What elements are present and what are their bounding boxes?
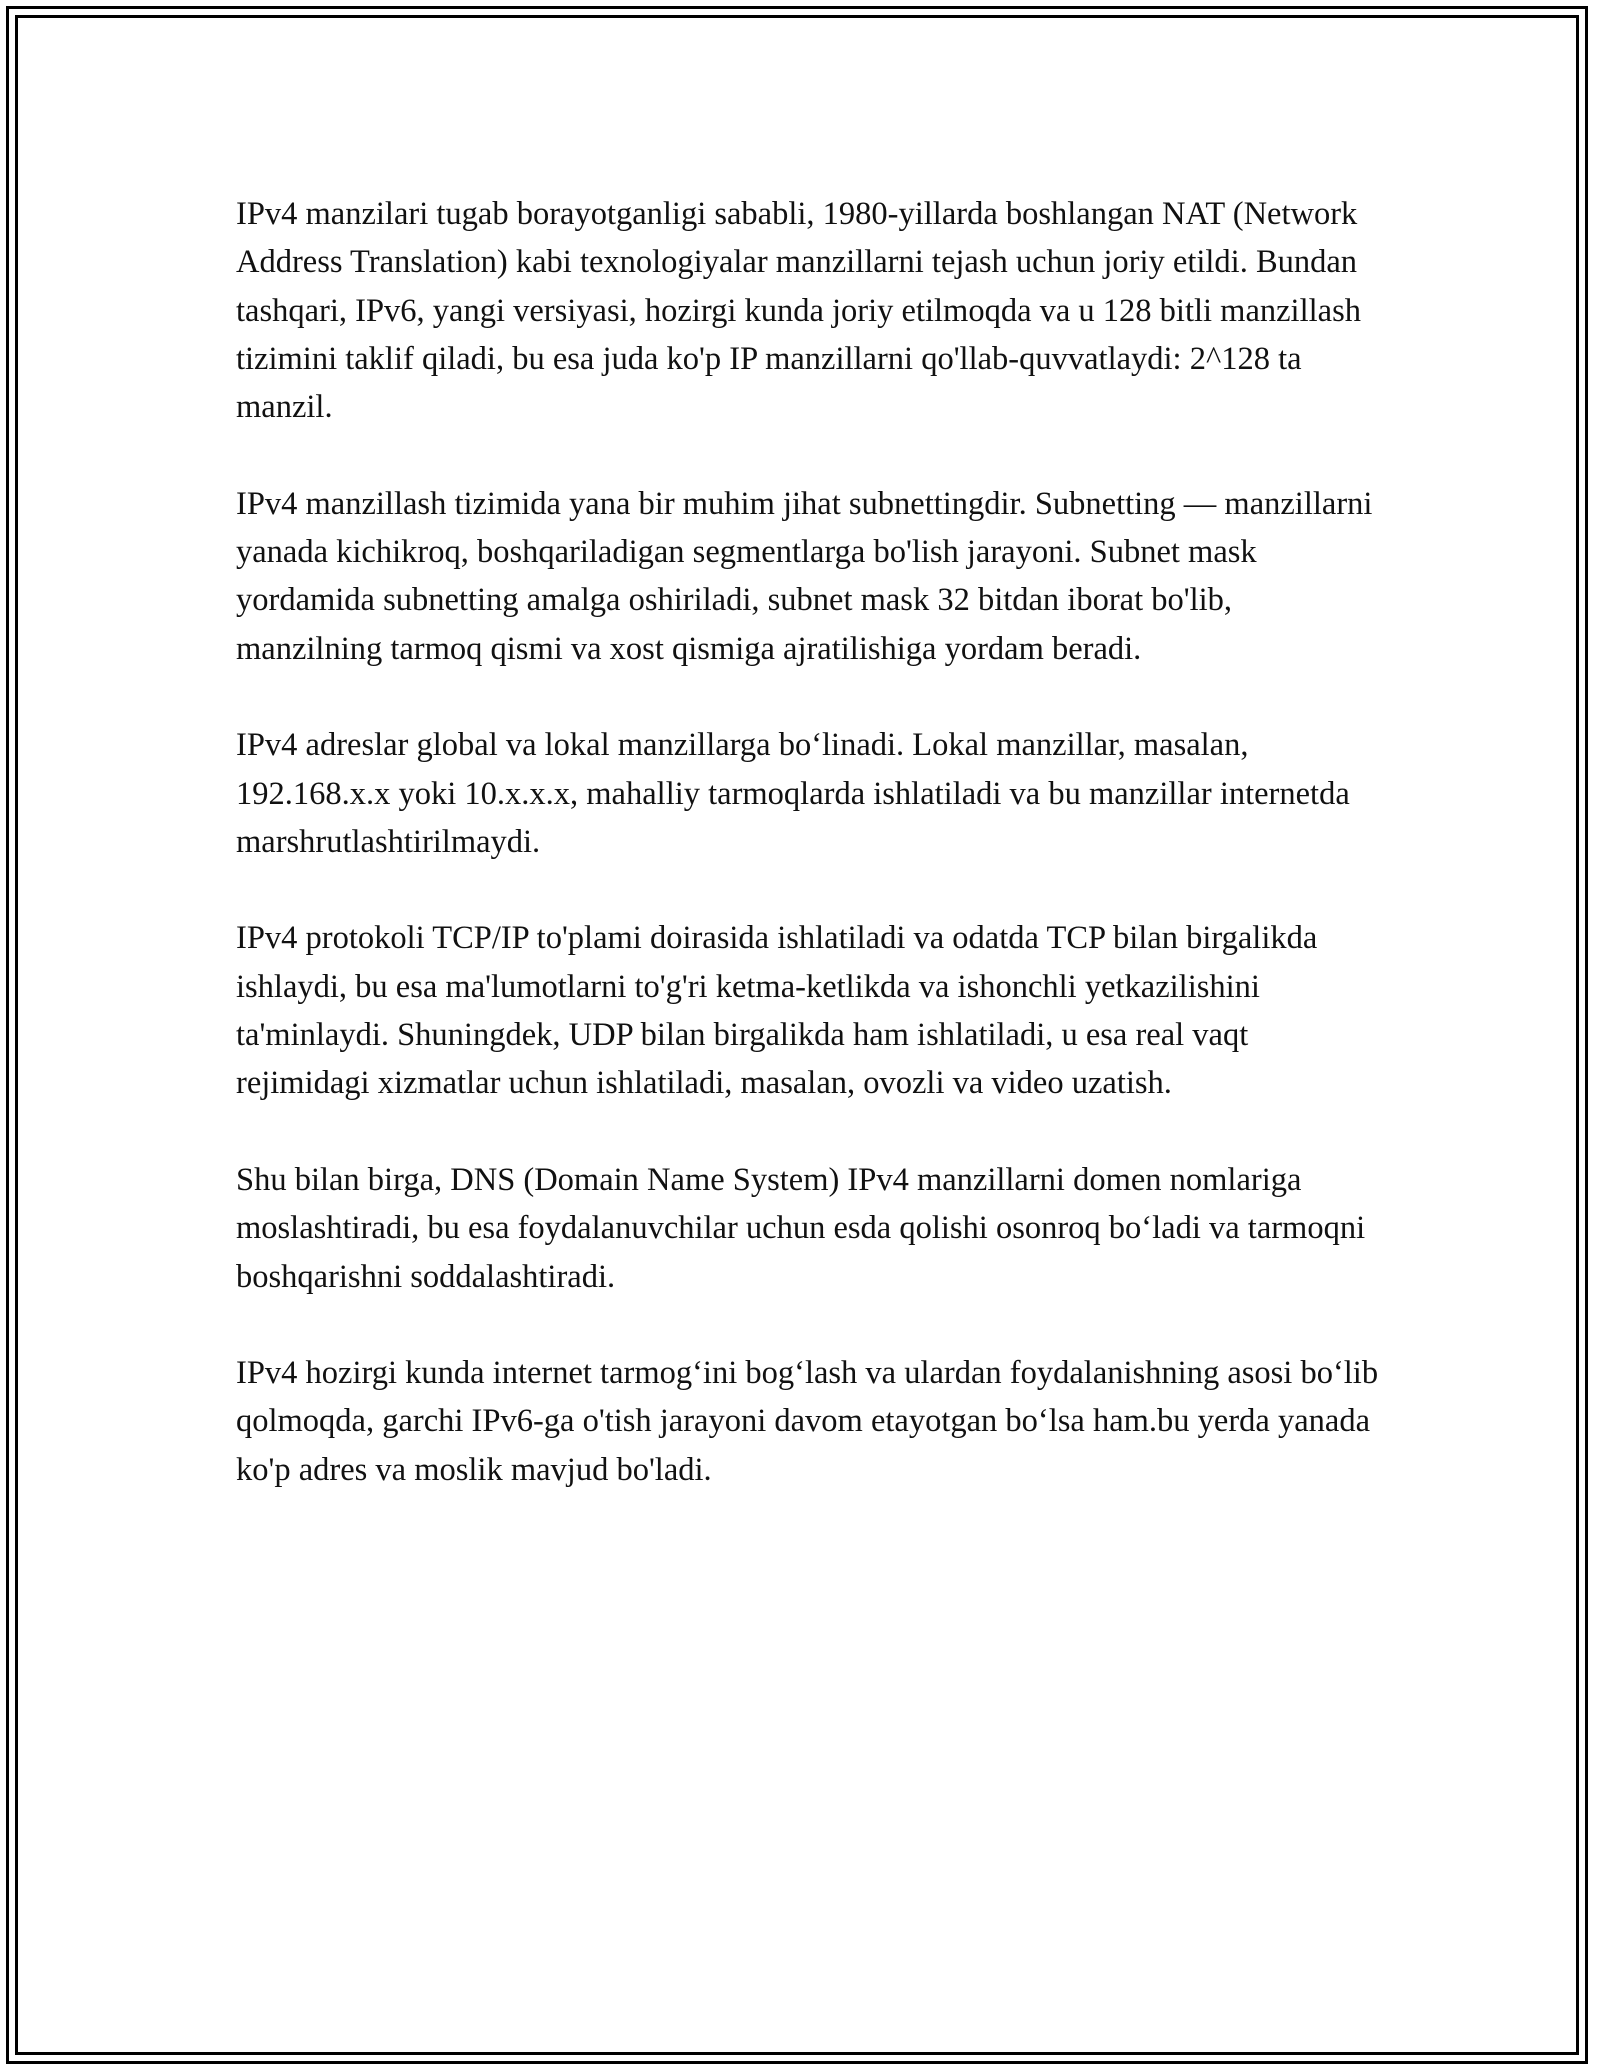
- paragraph-tcp-udp: IPv4 protokoli TCP/IP to'plami doirasida ishlatiladi va odatda TCP bilan birgalikda ishlaydi, bu esa ma'lumotlarni to'g'ri ketma-ketlikda va ishonchli yetkazilishini ta'minlaydi. Shuningdek, UDP bilan birgalikda ham ishlatiladi, u esa real vaqt rejimidagi xizmatlar uchun ishlatiladi, masalan, ovozli va video uzatish.: [236, 920, 1318, 1102]
- paragraph-dns: Shu bilan birga, DNS (Domain Name System) IPv4 manzillarni domen nomlariga moslashtiradi, bu esa foydalanuvchilar uchun esda qolishi osonroq boʻladi va tarmoqni boshqarishni soddalashtiradi.: [236, 1161, 1366, 1295]
- paragraph-nat-ipv6: IPv4 manzilari tugab borayotganligi sababli, 1980-yillarda boshlangan NAT (Network Address Translation) kabi texnologiyalar manzillarni tejash uchun joriy etildi. Bundan tashqari, IPv6, yangi versiyasi, hozirgi kunda joriy etilmoqda va u 128 bitli manzillash tizimini taklif qiladi, bu esa juda ko'p IP manzillarni qo'llab-quvvatlaydi: 2^128 ta manzil.: [236, 196, 1361, 426]
- document-body: [236, 190, 1386, 1542]
- paragraph-conclusion: IPv4 hozirgi kunda internet tarmogʻini bogʻlash va ulardan foydalanishning asosi boʻlib qolmoqda, garchi IPv6-ga o'tish jarayoni davom etayotgan boʻlsa ham.bu yerda yanada ko'p adres va moslik mavjud bo'ladi.: [236, 1355, 1379, 1488]
- paragraph-global-local: IPv4 adreslar global va lokal manzillarga boʻlinadi. Lokal manzillar, masalan, 192.168.x.x yoki 10.x.x.x, mahalliy tarmoqlarda ishlatiladi va bu manzillar internetda marshrutlashtirilmaydi.: [236, 727, 1350, 860]
- paragraph-subnetting: IPv4 manzillash tizimida yana bir muhim jihat subnettingdir. Subnetting — manzillarni yanada kichikroq, boshqariladigan segmentlarga bo'lish jarayoni. Subnet mask yordamida subnetting amalga oshiriladi, subnet mask 32 bitdan iborat bo'lib, manzilning tarmoq qismi va xost qismiga ajratilishiga yordam beradi.: [236, 485, 1373, 667]
